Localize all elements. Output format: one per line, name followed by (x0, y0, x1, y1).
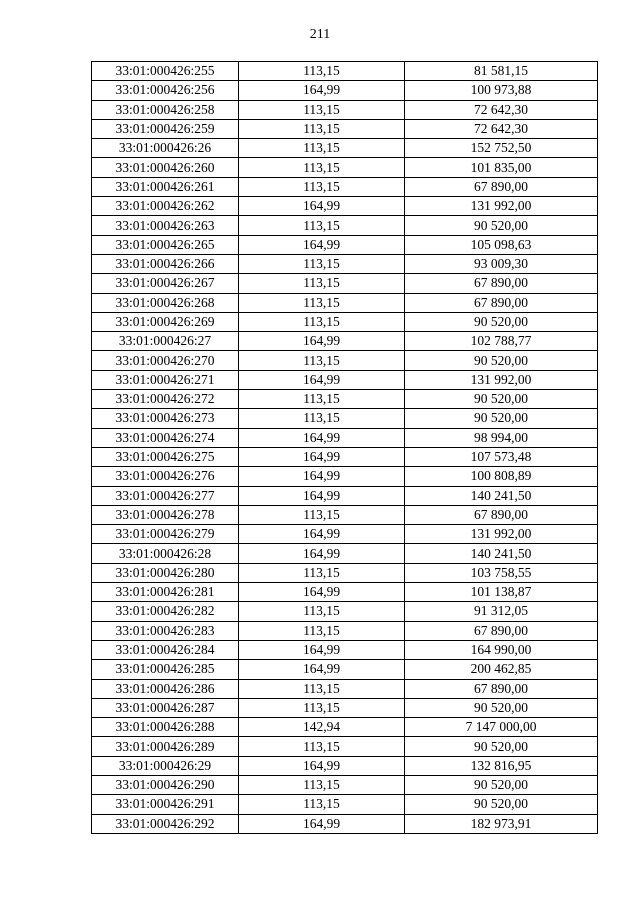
cadastral-value-cell: 72 642,30 (405, 100, 598, 119)
cadastral-value-cell: 67 890,00 (405, 177, 598, 196)
cadastral-number-cell: 33:01:000426:280 (92, 563, 239, 582)
cadastral-value-cell: 90 520,00 (405, 795, 598, 814)
area-cell: 164,99 (239, 756, 405, 775)
cadastral-value-cell: 100 973,88 (405, 81, 598, 100)
cadastral-value-cell: 131 992,00 (405, 197, 598, 216)
cadastral-number-cell: 33:01:000426:266 (92, 254, 239, 273)
table-row (92, 81, 598, 100)
area-cell: 164,99 (239, 235, 405, 254)
area-cell: 113,15 (239, 775, 405, 794)
area-cell: 164,99 (239, 428, 405, 447)
area-cell: 113,15 (239, 177, 405, 196)
table-row (92, 563, 598, 582)
area-cell: 113,15 (239, 274, 405, 293)
cadastral-number-cell: 33:01:000426:277 (92, 486, 239, 505)
cadastral-number-cell: 33:01:000426:256 (92, 81, 239, 100)
table-row (92, 814, 598, 833)
cadastral-value-cell: 131 992,00 (405, 370, 598, 389)
table-row (92, 254, 598, 273)
cadastral-number-cell: 33:01:000426:289 (92, 737, 239, 756)
cadastral-value-cell: 102 788,77 (405, 332, 598, 351)
cadastral-number-cell: 33:01:000426:259 (92, 119, 239, 138)
cadastral-number-cell: 33:01:000426:273 (92, 409, 239, 428)
cadastral-number-cell: 33:01:000426:255 (92, 62, 239, 81)
table-row (92, 158, 598, 177)
cadastral-number-cell: 33:01:000426:270 (92, 351, 239, 370)
table-row (92, 679, 598, 698)
table-row (92, 718, 598, 737)
cadastral-number-cell: 33:01:000426:263 (92, 216, 239, 235)
cadastral-number-cell: 33:01:000426:290 (92, 775, 239, 794)
cadastral-number-cell: 33:01:000426:292 (92, 814, 239, 833)
area-cell: 164,99 (239, 525, 405, 544)
cadastral-number-cell: 33:01:000426:267 (92, 274, 239, 293)
cadastral-value-cell: 67 890,00 (405, 505, 598, 524)
area-cell: 164,99 (239, 81, 405, 100)
cadastral-number-cell: 33:01:000426:281 (92, 583, 239, 602)
area-cell: 164,99 (239, 197, 405, 216)
table-row (92, 235, 598, 254)
table-row (92, 312, 598, 331)
cadastral-number-cell: 33:01:000426:272 (92, 390, 239, 409)
area-cell: 164,99 (239, 486, 405, 505)
cadastral-value-cell: 90 520,00 (405, 698, 598, 717)
table-row (92, 698, 598, 717)
cadastral-number-cell: 33:01:000426:258 (92, 100, 239, 119)
cadastral-value-cell: 91 312,05 (405, 602, 598, 621)
cadastral-value-cell: 90 520,00 (405, 775, 598, 794)
table-row (92, 197, 598, 216)
cadastral-value-cell: 140 241,50 (405, 486, 598, 505)
table-row (92, 505, 598, 524)
cadastral-number-cell: 33:01:000426:274 (92, 428, 239, 447)
table-row (92, 293, 598, 312)
area-cell: 113,15 (239, 737, 405, 756)
table-row (92, 428, 598, 447)
cadastral-number-cell: 33:01:000426:284 (92, 640, 239, 659)
area-cell: 164,99 (239, 583, 405, 602)
cadastral-value-cell: 182 973,91 (405, 814, 598, 833)
table-row (92, 274, 598, 293)
table-row (92, 390, 598, 409)
cadastral-value-cell: 7 147 000,00 (405, 718, 598, 737)
table-row (92, 62, 598, 81)
table-row (92, 467, 598, 486)
cadastral-value-cell: 152 752,50 (405, 139, 598, 158)
cadastral-value-cell: 90 520,00 (405, 312, 598, 331)
cadastral-number-cell: 33:01:000426:261 (92, 177, 239, 196)
table-row (92, 525, 598, 544)
area-cell: 113,15 (239, 158, 405, 177)
area-cell: 164,99 (239, 447, 405, 466)
cadastral-value-cell: 90 520,00 (405, 351, 598, 370)
cadastral-value-cell: 140 241,50 (405, 544, 598, 563)
cadastral-value-cell: 90 520,00 (405, 737, 598, 756)
area-cell: 113,15 (239, 100, 405, 119)
cadastral-value-cell: 67 890,00 (405, 274, 598, 293)
table-row (92, 409, 598, 428)
area-cell: 113,15 (239, 602, 405, 621)
area-cell: 164,99 (239, 370, 405, 389)
table-row (92, 447, 598, 466)
cadastral-value-cell: 107 573,48 (405, 447, 598, 466)
cadastral-value-cell: 90 520,00 (405, 390, 598, 409)
cadastral-value-cell: 90 520,00 (405, 409, 598, 428)
cadastral-number-cell: 33:01:000426:268 (92, 293, 239, 312)
area-cell: 113,15 (239, 139, 405, 158)
cadastral-value-cell: 103 758,55 (405, 563, 598, 582)
area-cell: 164,99 (239, 640, 405, 659)
cadastral-number-cell: 33:01:000426:286 (92, 679, 239, 698)
cadastral-value-cell: 101 138,87 (405, 583, 598, 602)
table-row (92, 370, 598, 389)
cadastral-number-cell: 33:01:000426:28 (92, 544, 239, 563)
cadastral-number-cell: 33:01:000426:29 (92, 756, 239, 775)
area-cell: 113,15 (239, 119, 405, 138)
table-row (92, 795, 598, 814)
cadastral-number-cell: 33:01:000426:288 (92, 718, 239, 737)
area-cell: 113,15 (239, 505, 405, 524)
table-row (92, 100, 598, 119)
table-row (92, 756, 598, 775)
table-row (92, 332, 598, 351)
cadastral-value-cell: 67 890,00 (405, 679, 598, 698)
cadastral-value-cell: 93 009,30 (405, 254, 598, 273)
cadastral-value-cell: 200 462,85 (405, 660, 598, 679)
cadastral-number-cell: 33:01:000426:287 (92, 698, 239, 717)
area-cell: 164,99 (239, 467, 405, 486)
area-cell: 113,15 (239, 312, 405, 331)
area-cell: 113,15 (239, 390, 405, 409)
table-row (92, 602, 598, 621)
table-row (92, 351, 598, 370)
area-cell: 142,94 (239, 718, 405, 737)
table-row (92, 737, 598, 756)
area-cell: 164,99 (239, 332, 405, 351)
table-row (92, 177, 598, 196)
cadastral-number-cell: 33:01:000426:275 (92, 447, 239, 466)
area-cell: 164,99 (239, 660, 405, 679)
area-cell: 113,15 (239, 679, 405, 698)
table-row (92, 660, 598, 679)
cadastral-number-cell: 33:01:000426:276 (92, 467, 239, 486)
cadastral-value-cell: 67 890,00 (405, 293, 598, 312)
cadastral-value-cell: 67 890,00 (405, 621, 598, 640)
cadastral-number-cell: 33:01:000426:282 (92, 602, 239, 621)
cadastral-number-cell: 33:01:000426:271 (92, 370, 239, 389)
table-body (92, 62, 598, 834)
table-row (92, 119, 598, 138)
table-row (92, 621, 598, 640)
area-cell: 113,15 (239, 351, 405, 370)
cadastral-number-cell: 33:01:000426:269 (92, 312, 239, 331)
cadastral-value-cell: 131 992,00 (405, 525, 598, 544)
table-row (92, 640, 598, 659)
cadastral-value-cell: 90 520,00 (405, 216, 598, 235)
cadastral-number-cell: 33:01:000426:260 (92, 158, 239, 177)
cadastral-value-cell: 72 642,30 (405, 119, 598, 138)
cadastral-number-cell: 33:01:000426:27 (92, 332, 239, 351)
cadastral-value-cell: 81 581,15 (405, 62, 598, 81)
cadastral-number-cell: 33:01:000426:279 (92, 525, 239, 544)
cadastral-number-cell: 33:01:000426:283 (92, 621, 239, 640)
area-cell: 113,15 (239, 563, 405, 582)
area-cell: 113,15 (239, 62, 405, 81)
cadastral-value-cell: 98 994,00 (405, 428, 598, 447)
table-row (92, 216, 598, 235)
area-cell: 113,15 (239, 293, 405, 312)
cadastral-number-cell: 33:01:000426:285 (92, 660, 239, 679)
area-cell: 113,15 (239, 621, 405, 640)
cadastral-number-cell: 33:01:000426:278 (92, 505, 239, 524)
cadastral-value-cell: 101 835,00 (405, 158, 598, 177)
cadastral-value-cell: 100 808,89 (405, 467, 598, 486)
cadastral-number-cell: 33:01:000426:262 (92, 197, 239, 216)
page-number: 211 (309, 27, 331, 42)
table-row (92, 486, 598, 505)
table-row (92, 139, 598, 158)
cadastral-value-cell: 105 098,63 (405, 235, 598, 254)
cadastral-value-table (91, 61, 598, 834)
area-cell: 164,99 (239, 814, 405, 833)
cadastral-value-cell: 164 990,00 (405, 640, 598, 659)
area-cell: 164,99 (239, 544, 405, 563)
cadastral-number-cell: 33:01:000426:265 (92, 235, 239, 254)
area-cell: 113,15 (239, 795, 405, 814)
cadastral-value-cell: 132 816,95 (405, 756, 598, 775)
table-row (92, 544, 598, 563)
table-row (92, 775, 598, 794)
area-cell: 113,15 (239, 698, 405, 717)
cadastral-number-cell: 33:01:000426:291 (92, 795, 239, 814)
area-cell: 113,15 (239, 254, 405, 273)
area-cell: 113,15 (239, 409, 405, 428)
table-row (92, 583, 598, 602)
cadastral-number-cell: 33:01:000426:26 (92, 139, 239, 158)
area-cell: 113,15 (239, 216, 405, 235)
